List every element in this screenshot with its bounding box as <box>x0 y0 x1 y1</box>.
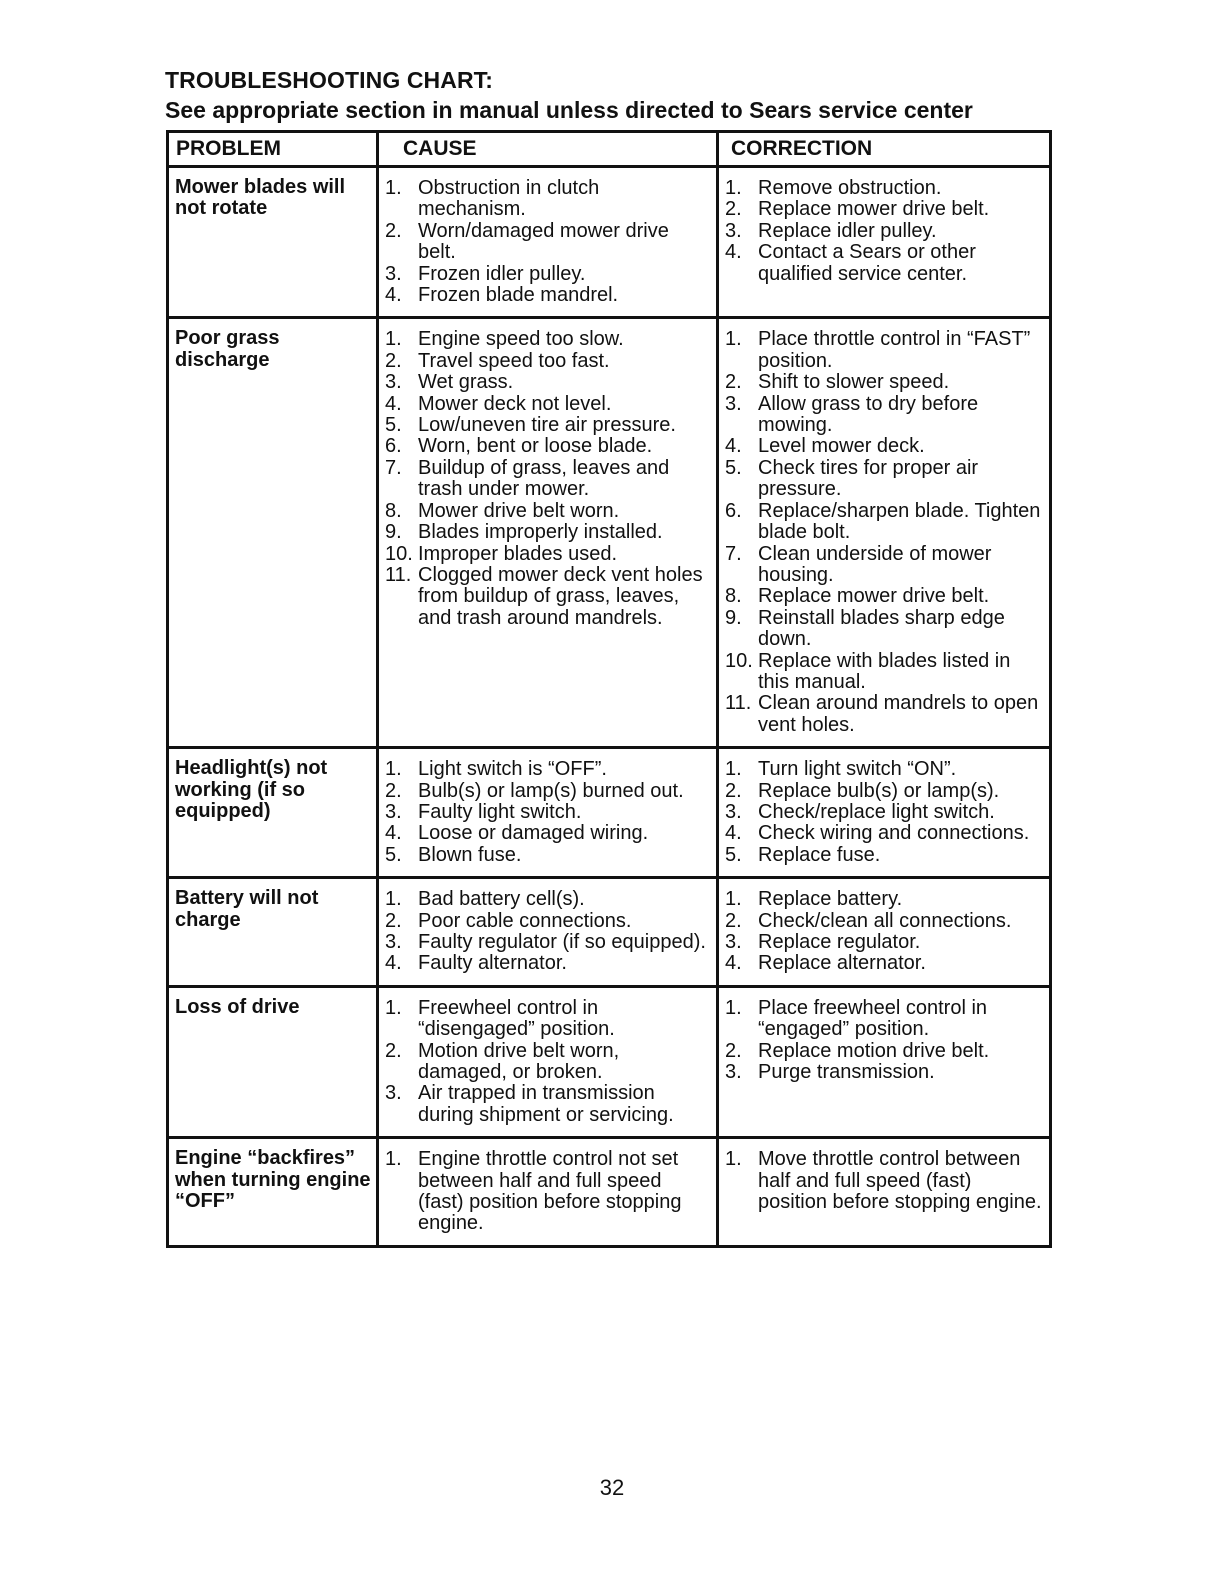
table-row <box>168 748 1051 878</box>
correction-item <box>725 845 1045 866</box>
cause-list <box>385 889 712 975</box>
item-number: 5. <box>725 843 742 866</box>
item-number: 8. <box>385 499 402 522</box>
item-number: 11. <box>725 692 752 715</box>
item-text: Turn light switch “ON”. <box>758 758 957 781</box>
page-number: 32 <box>599 1475 625 1500</box>
cause-cell <box>378 748 718 878</box>
item-number: 2. <box>385 779 402 802</box>
correction-item <box>725 911 1045 932</box>
cause-list <box>385 329 712 629</box>
cause-item <box>385 285 712 306</box>
correction-list <box>725 329 1045 736</box>
cause-list <box>385 998 712 1126</box>
correction-list <box>725 178 1045 285</box>
item-text: Faulty alternator. <box>418 952 567 975</box>
item-text: Purge transmission. <box>758 1061 935 1084</box>
cause-item <box>385 329 712 350</box>
item-text: Replace mower drive belt. <box>758 585 990 608</box>
correction-cell <box>718 878 1051 987</box>
correction-item <box>725 1149 1045 1213</box>
item-number: 10. <box>385 542 413 565</box>
item-number: 3. <box>725 931 742 953</box>
cause-item <box>385 889 712 910</box>
correction-item <box>725 372 1045 393</box>
item-text: Replace battery. <box>758 888 903 911</box>
item-number: 2. <box>385 349 402 372</box>
table-body <box>168 167 1051 1247</box>
correction-item <box>725 759 1045 780</box>
item-number: 1. <box>385 177 402 199</box>
item-text: Clogged mower deck vent holes from buildup of grass, leaves, and trash around mandrels. <box>418 563 703 629</box>
item-text: Mower deck not level. <box>418 392 612 415</box>
cause-item <box>385 1041 712 1084</box>
item-number: 4. <box>385 284 402 307</box>
item-text: Allow grass to dry before mowing. <box>758 392 979 437</box>
cause-item <box>385 458 712 501</box>
item-text: Place freewheel control in “engaged” position. <box>758 996 988 1041</box>
item-number: 3. <box>725 219 742 242</box>
item-number: 3. <box>385 800 402 823</box>
item-number: 4. <box>725 435 742 458</box>
item-number: 4. <box>725 241 742 264</box>
item-number: 2. <box>385 909 402 932</box>
item-number: 5. <box>725 456 742 479</box>
correction-item <box>725 802 1045 823</box>
item-number: 1. <box>725 758 742 781</box>
item-number: 7. <box>725 542 742 565</box>
cause-item <box>385 501 712 522</box>
correction-list <box>725 759 1045 866</box>
item-text: Bad battery cell(s). <box>418 888 585 911</box>
table-row <box>168 986 1051 1137</box>
cause-item <box>385 565 712 629</box>
item-number: 6. <box>385 435 402 458</box>
correction-list <box>725 1149 1045 1213</box>
item-text: Air trapped in transmission during shipment or servicing. <box>418 1082 674 1126</box>
item-number: 9. <box>725 606 742 629</box>
item-text: Freewheel control in “disengaged” position. <box>418 996 615 1041</box>
item-number: 4. <box>725 952 742 975</box>
item-number: 4. <box>725 822 742 845</box>
item-text: Worn, bent or loose blade. <box>418 435 653 458</box>
correction-item <box>725 953 1045 974</box>
item-text: Level mower deck. <box>758 435 925 458</box>
correction-item <box>725 651 1045 694</box>
problem-cell: Poor grass discharge <box>168 318 378 748</box>
item-text: Replace idler pulley. <box>758 219 937 242</box>
correction-item <box>725 178 1045 199</box>
problem-cell: Mower blades will not rotate <box>168 167 378 318</box>
item-number: 1. <box>725 888 742 911</box>
item-text: Blown fuse. <box>418 843 522 866</box>
item-number: 4. <box>385 822 402 845</box>
correction-item <box>725 199 1045 220</box>
item-number: 1. <box>725 996 742 1019</box>
correction-item <box>725 823 1045 844</box>
correction-item <box>725 242 1045 285</box>
item-number: 10. <box>725 649 753 672</box>
correction-item <box>725 889 1045 910</box>
correction-item <box>725 394 1045 437</box>
item-text: Motion drive belt worn, damaged, or broken. <box>418 1039 620 1084</box>
correction-cell <box>718 318 1051 748</box>
correction-item <box>725 998 1045 1041</box>
correction-item <box>725 586 1045 607</box>
correction-item <box>725 1041 1045 1062</box>
problem-cell: Battery will not charge <box>168 878 378 987</box>
troubleshooting-table <box>166 130 1052 1248</box>
item-text: Wet grass. <box>418 371 514 394</box>
item-number: 11. <box>385 563 412 586</box>
item-number: 3. <box>385 371 402 394</box>
cause-item <box>385 845 712 866</box>
problem-column-header: PROBLEM <box>168 132 378 167</box>
item-number: 6. <box>725 499 742 522</box>
cause-cell <box>378 878 718 987</box>
item-text: Replace mower drive belt. <box>758 198 990 221</box>
item-text: Frozen blade mandrel. <box>418 284 619 307</box>
item-number: 1. <box>385 758 402 781</box>
correction-cell <box>718 167 1051 318</box>
cause-item <box>385 522 712 543</box>
correction-item <box>725 608 1045 651</box>
item-text: Check tires for proper air pressure. <box>758 456 979 501</box>
correction-cell <box>718 748 1051 878</box>
correction-item <box>725 436 1045 457</box>
cause-item <box>385 781 712 802</box>
cause-item <box>385 264 712 285</box>
cause-item <box>385 1149 712 1235</box>
cause-list <box>385 178 712 306</box>
correction-item <box>725 693 1045 736</box>
cause-list <box>385 759 712 866</box>
cause-cell <box>378 986 718 1137</box>
item-text: Mower drive belt worn. <box>418 499 620 522</box>
item-text: Check wiring and connections. <box>758 822 1030 845</box>
item-text: Improper blades used. <box>418 542 618 565</box>
item-text: Move throttle control between half and full speed (fast) position before stopping engine. <box>758 1148 1042 1214</box>
cause-item <box>385 436 712 457</box>
item-text: Replace fuse. <box>758 843 881 866</box>
correction-item <box>725 329 1045 372</box>
item-number: 4. <box>385 952 402 975</box>
table-row <box>168 318 1051 748</box>
item-text: Clean around mandrels to open vent holes. <box>758 692 1039 736</box>
header-row <box>168 132 1051 167</box>
item-text: Low/uneven tire air pressure. <box>418 414 676 437</box>
item-text: Clean underside of mower housing. <box>758 542 992 586</box>
item-text: Replace regulator. <box>758 931 921 953</box>
cause-item <box>385 802 712 823</box>
cause-item <box>385 998 712 1041</box>
item-text: Travel speed too fast. <box>418 349 610 372</box>
cause-item <box>385 911 712 932</box>
item-text: Blades improperly installed. <box>418 521 663 544</box>
item-text: Check/replace light switch. <box>758 800 995 823</box>
item-number: 3. <box>725 1061 742 1084</box>
item-number: 1. <box>725 328 742 351</box>
item-number: 2. <box>725 779 742 802</box>
cause-cell <box>378 167 718 318</box>
item-number: 5. <box>385 414 402 437</box>
item-text: Loose or damaged wiring. <box>418 822 649 845</box>
item-text: Poor cable connections. <box>418 909 632 932</box>
chart-title: TROUBLESHOOTING CHART: <box>165 67 494 93</box>
correction-list <box>725 998 1045 1084</box>
cause-item <box>385 415 712 436</box>
item-number: 5. <box>385 843 402 866</box>
cause-item <box>385 823 712 844</box>
cause-item <box>385 351 712 372</box>
item-text: Light switch is “OFF”. <box>418 758 607 781</box>
item-text: Check/clean all connections. <box>758 909 1012 932</box>
item-text: Bulb(s) or lamp(s) burned out. <box>418 779 684 802</box>
table-row <box>168 878 1051 987</box>
cause-item <box>385 221 712 264</box>
item-number: 1. <box>385 996 402 1019</box>
item-text: Faulty regulator (if so equipped). <box>418 931 706 953</box>
item-number: 1. <box>385 328 402 351</box>
item-text: Remove obstruction. <box>758 177 942 199</box>
item-text: Replace/sharpen blade. Tighten blade bolt. <box>758 499 1041 544</box>
item-number: 2. <box>725 198 742 221</box>
table-row <box>168 167 1051 318</box>
cause-item <box>385 953 712 974</box>
cause-item <box>385 178 712 221</box>
item-number: 2. <box>385 219 402 242</box>
item-text: Replace bulb(s) or lamp(s). <box>758 779 1000 802</box>
cause-list <box>385 1149 712 1235</box>
cause-cell <box>378 1138 718 1247</box>
cause-item <box>385 544 712 565</box>
item-text: Faulty light switch. <box>418 800 582 823</box>
cause-column-header: CAUSE <box>378 132 718 167</box>
cause-item <box>385 394 712 415</box>
item-number: 3. <box>385 931 402 953</box>
item-number: 1. <box>725 177 742 199</box>
item-text: Worn/damaged mower drive belt. <box>418 219 669 264</box>
problem-cell: Headlight(s) not working (if so equipped) <box>168 748 378 878</box>
item-text: Replace alternator. <box>758 952 926 975</box>
correction-item <box>725 221 1045 242</box>
item-number: 3. <box>725 800 742 823</box>
chart-subtitle: See appropriate section in manual unless directed to Sears service center <box>165 97 973 123</box>
item-number: 7. <box>385 456 402 479</box>
correction-item <box>725 544 1045 587</box>
correction-item <box>725 458 1045 501</box>
correction-item <box>725 1062 1045 1083</box>
cause-item <box>385 1083 712 1126</box>
item-text: Replace with blades listed in this manual. <box>758 649 1011 693</box>
correction-item <box>725 932 1045 953</box>
item-text: Frozen idler pulley. <box>418 262 586 285</box>
item-number: 1. <box>725 1148 742 1171</box>
item-number: 2. <box>725 909 742 932</box>
correction-item <box>725 501 1045 544</box>
item-text: Reinstall blades sharp edge down. <box>758 606 1005 651</box>
item-number: 2. <box>725 371 742 394</box>
item-text: Replace motion drive belt. <box>758 1039 990 1062</box>
item-number: 9. <box>385 521 402 544</box>
item-text: Engine throttle control not set between half and full speed (fast) position before stopping engine. <box>418 1148 682 1235</box>
table-row <box>168 1138 1051 1247</box>
correction-cell <box>718 1138 1051 1247</box>
item-number: 2. <box>385 1039 402 1062</box>
cause-item <box>385 759 712 780</box>
correction-item <box>725 781 1045 802</box>
item-text: Engine speed too slow. <box>418 328 624 351</box>
item-number: 1. <box>385 1148 402 1171</box>
correction-column-header: CORRECTION <box>718 132 1051 167</box>
item-text: Contact a Sears or other qualified service center. <box>758 241 976 285</box>
item-text: Obstruction in clutch mechanism. <box>418 177 600 221</box>
problem-cell: Engine “backfires” when turning engine “OFF” <box>168 1138 378 1247</box>
problem-cell: Loss of drive <box>168 986 378 1137</box>
item-text: Place throttle control in “FAST” position. <box>758 328 1031 372</box>
item-text: Buildup of grass, leaves and trash under mower. <box>418 456 670 501</box>
item-number: 1. <box>385 888 402 911</box>
cause-item <box>385 932 712 953</box>
item-text: Shift to slower speed. <box>758 371 950 394</box>
item-number: 8. <box>725 585 742 608</box>
item-number: 3. <box>385 1082 402 1105</box>
correction-cell <box>718 986 1051 1137</box>
cause-item <box>385 372 712 393</box>
item-number: 3. <box>725 392 742 415</box>
correction-list <box>725 889 1045 975</box>
item-number: 4. <box>385 392 402 415</box>
cause-cell <box>378 318 718 748</box>
item-number: 2. <box>725 1039 742 1062</box>
item-number: 3. <box>385 262 402 285</box>
